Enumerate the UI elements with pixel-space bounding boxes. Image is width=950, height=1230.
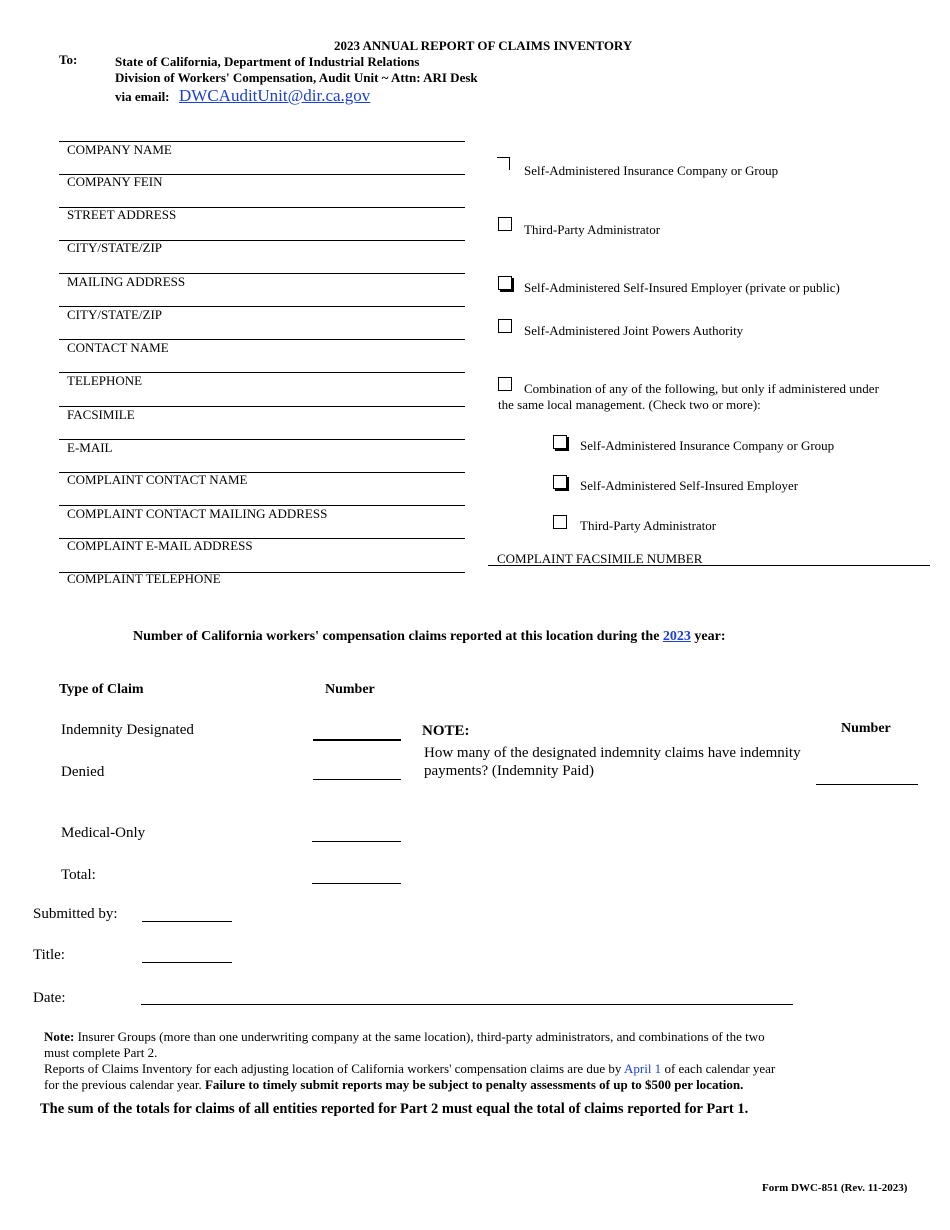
label-combination-line-2: the same local management. (Check two or more): bbox=[498, 397, 761, 412]
field-label-mailing-city-state-zip: CITY/STATE/ZIP bbox=[67, 307, 163, 322]
note-line-2: must complete Part 2. bbox=[44, 1045, 158, 1060]
recipient-line-2: Division of Workers' Compensation, Audit Unit ~ Attn: ARI Desk bbox=[115, 70, 478, 85]
label-self-insured-employer: Self-Administered Self-Insured Employer (private or public) bbox=[524, 280, 840, 295]
col-header-number: Number bbox=[325, 682, 375, 697]
checkbox-sub-insurance-company[interactable] bbox=[553, 435, 567, 449]
checkbox-tpa[interactable] bbox=[498, 217, 512, 231]
report-year-link[interactable]: 2023 bbox=[662, 629, 691, 644]
label-sub-insurance-company: Self-Administered Insurance Company or Group bbox=[580, 438, 835, 453]
label-sub-self-insured-employer: Self-Administered Self-Insured Employer bbox=[580, 478, 799, 493]
field-label-mailing-address: MAILING ADDRESS bbox=[67, 274, 186, 289]
field-label-city-state-zip: CITY/STATE/ZIP bbox=[67, 240, 163, 255]
title-field[interactable] bbox=[142, 948, 232, 963]
footer-notes bbox=[44, 1029, 874, 1093]
form-id: Form DWC-851 (Rev. 11-2023) bbox=[762, 1182, 908, 1194]
note-line-4: for the previous calendar year. bbox=[44, 1077, 202, 1092]
complaint-fax-line[interactable] bbox=[488, 565, 930, 566]
claims-intro bbox=[133, 629, 726, 645]
submitted-by-field[interactable] bbox=[142, 907, 232, 922]
field-label-telephone: TELEPHONE bbox=[67, 373, 143, 388]
note-question-line-2: payments? (Indemnity Paid) bbox=[424, 763, 594, 779]
field-label-complaint-telephone: COMPLAINT TELEPHONE bbox=[67, 571, 221, 586]
total-number[interactable] bbox=[312, 869, 401, 884]
denied-number[interactable] bbox=[313, 765, 401, 780]
sum-rule: The sum of the totals for claims of all entities reported for Part 2 must equal the total of claims reported for Part 1. bbox=[40, 1101, 749, 1117]
col-header-type: Type of Claim bbox=[59, 682, 144, 697]
note-line-3: Reports of Claims Inventory for each adjusting location of California workers' compensation claims are due by bbox=[44, 1061, 622, 1076]
field-label-company-name: COMPANY NAME bbox=[67, 142, 172, 157]
field-label-company-fein: COMPANY FEIN bbox=[67, 174, 163, 189]
field-label-complaint-contact-name: COMPLAINT CONTACT NAME bbox=[67, 472, 248, 487]
submitted-by-label: Submitted by: bbox=[33, 906, 118, 922]
note-question-line-1: How many of the designated indemnity claims have indemnity bbox=[424, 745, 801, 761]
date-label: Date: bbox=[33, 990, 66, 1006]
indemnity-paid-number[interactable] bbox=[816, 770, 918, 785]
row-medical-only: Medical-Only bbox=[61, 825, 146, 841]
row-total: Total: bbox=[61, 867, 96, 883]
claims-intro-text: Number of California workers' compensation claims reported at this location during the bbox=[133, 629, 660, 644]
penalty-warning: Failure to timely submit reports may be subject to penalty assessments of up to $500 per location. bbox=[204, 1077, 744, 1092]
email-link[interactable]: DWCAuditUnit@dir.ca.gov bbox=[179, 86, 371, 105]
field-label-facsimile: FACSIMILE bbox=[67, 407, 135, 422]
checkbox-sub-self-insured-employer[interactable] bbox=[553, 475, 567, 489]
checkbox-sub-tpa[interactable] bbox=[553, 515, 567, 529]
checkbox-combination[interactable] bbox=[498, 377, 512, 391]
checkbox-self-insured-employer[interactable] bbox=[498, 276, 512, 290]
field-line[interactable] bbox=[59, 439, 465, 440]
note-line-1: Insurer Groups (more than one underwriting company at the same location), third-party administrators, and combinations of the two bbox=[77, 1029, 765, 1044]
via-email-label: via email: bbox=[115, 89, 170, 104]
title-label: Title: bbox=[33, 947, 65, 963]
field-label-complaint-email: COMPLAINT E-MAIL ADDRESS bbox=[67, 538, 253, 553]
row-denied: Denied bbox=[61, 764, 105, 780]
claims-intro-suffix: year: bbox=[694, 629, 726, 644]
field-label-contact-name: CONTACT NAME bbox=[67, 340, 169, 355]
to-label: To: bbox=[59, 52, 78, 67]
note-title: NOTE: bbox=[422, 723, 470, 739]
date-field[interactable] bbox=[141, 990, 793, 1005]
label-insurance-company: Self-Administered Insurance Company or Group bbox=[524, 163, 779, 178]
label-jpa: Self-Administered Joint Powers Authority bbox=[524, 323, 744, 338]
medical-only-number[interactable] bbox=[312, 827, 401, 842]
field-label-complaint-mailing-address: COMPLAINT CONTACT MAILING ADDRESS bbox=[67, 506, 328, 521]
field-label-street-address: STREET ADDRESS bbox=[67, 207, 177, 222]
label-sub-tpa: Third-Party Administrator bbox=[580, 518, 717, 533]
row-indemnity-designated: Indemnity Designated bbox=[61, 722, 194, 738]
note-line-3-tail: of each calendar year bbox=[664, 1061, 776, 1076]
form-title: 2023 ANNUAL REPORT OF CLAIMS INVENTORY bbox=[334, 38, 633, 53]
checkbox-insurance-company[interactable] bbox=[497, 157, 510, 170]
indemnity-designated-number[interactable] bbox=[313, 725, 401, 741]
checkbox-jpa[interactable] bbox=[498, 319, 512, 333]
note-number-header: Number bbox=[841, 721, 891, 736]
due-date: April 1 bbox=[623, 1061, 662, 1076]
label-combination-line-1: Combination of any of the following, but only if administered under bbox=[524, 381, 879, 396]
field-label-email: E-MAIL bbox=[67, 440, 113, 455]
recipient-line-1: State of California, Department of Industrial Relations bbox=[115, 54, 420, 69]
label-tpa: Third-Party Administrator bbox=[524, 222, 661, 237]
note-label: Note: bbox=[44, 1029, 75, 1044]
label-complaint-fax: COMPLAINT FACSIMILE NUMBER bbox=[497, 551, 703, 566]
